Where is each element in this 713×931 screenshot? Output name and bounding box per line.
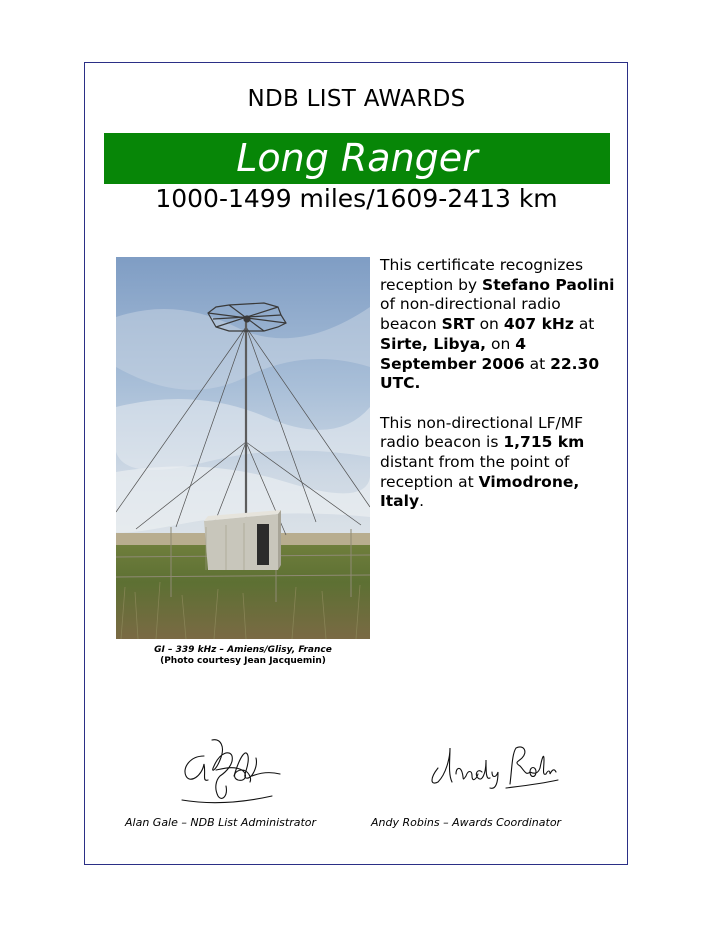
recognition-paragraph [380,256,620,394]
text-fragment: This certificate recognizes reception by [380,256,584,294]
signature-label-right: Andy Robins – Awards Coordinator [371,816,562,829]
beacon-photo [116,257,370,639]
recipient-name: Stefano Paolini [482,275,615,294]
text-fragment: on [479,315,499,334]
text-fragment: . [419,492,424,511]
reception-date: 4 September 2006 [380,334,527,373]
text-fragment: at [578,315,595,334]
award-banner [104,133,610,184]
photo-caption [116,645,370,667]
text-fragment: on [491,334,511,353]
signature-alan-gale [176,726,286,808]
beacon-frequency: 407 kHz [503,315,574,334]
text-fragment: of non-directional radio beacon [380,295,561,334]
page-title: NDB LIST AWARDS [247,86,466,112]
beacon-location: Sirte, Libya, [380,334,487,353]
signature-label-left: Alan Gale – NDB List Administrator [125,816,317,829]
text-fragment: at [529,354,546,373]
signature-andy-robins [426,738,561,790]
text-fragment: This non-directional LF/MF radio beacon is [380,413,584,452]
beacon-distance: 1,715 km [503,433,585,452]
certificate-text [380,256,620,512]
distance-paragraph [380,414,620,513]
text-fragment: distant from the point of reception at [380,453,570,491]
reception-time: 22.30 UTC. [380,354,600,393]
award-range: 1000-1499 miles/1609-2413 km [155,184,558,213]
photo-caption-line1: GI – 339 kHz – Amiens/Glisy, France [154,645,332,655]
reception-location: Vimodrone, Italy [380,472,580,511]
award-name: Long Ranger [236,136,478,180]
photo-caption-line2: (Photo courtesy Jean Jacquemin) [160,656,326,666]
beacon-id: SRT [441,315,475,334]
